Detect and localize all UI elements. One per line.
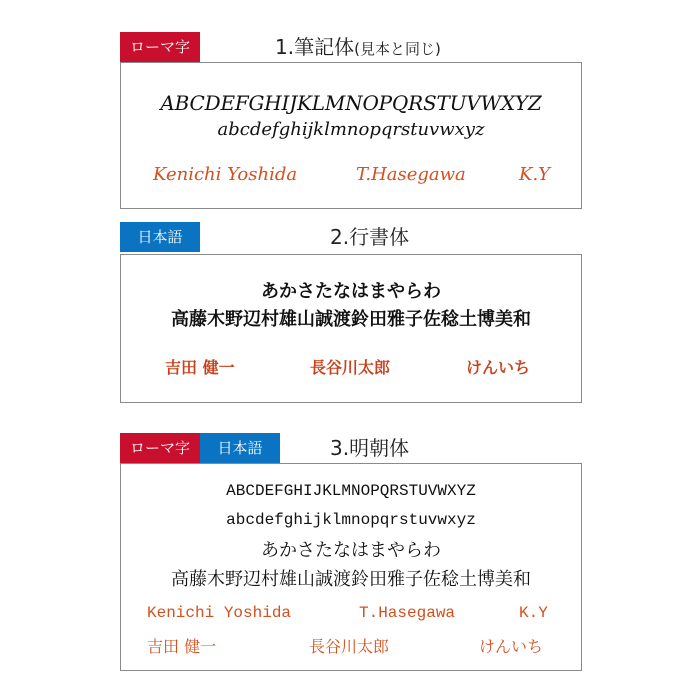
kana-sample: あかさたなはまやらわ [261, 281, 441, 302]
kanji-sample: 高藤木野辺村雄山誠渡鈴田雅子佐稔土博美和 [171, 569, 531, 590]
tag-romaji: ローマ字 [120, 32, 200, 62]
lowercase-sample: abcdefghijklmnopqrstuvwxyz [217, 119, 485, 140]
sample-name-given: けんいち [466, 358, 531, 377]
sample-name-roman-surname: T.Hasegawa [359, 604, 456, 622]
sample-name-initials: K.Y [519, 164, 551, 185]
sample-name-roman-initials: K.Y [519, 604, 548, 622]
section-title: 3.明朝体 [330, 436, 410, 460]
sample-name-roman-full: Kenichi Yoshida [147, 604, 292, 622]
title-note: (見本と同じ) [354, 40, 441, 58]
uppercase-sample: ABCDEFGHIJKLMNOPQRSTUVWXYZ [160, 91, 542, 115]
section-title [275, 32, 441, 62]
sample-name-full: 吉田 健一 [165, 358, 235, 377]
sample-name-surname: 長谷川太郎 [310, 358, 391, 377]
sample-box [120, 463, 582, 671]
sample-name-surname: T.Hasegawa [356, 164, 466, 185]
tag-romaji: ローマ字 [120, 433, 200, 463]
sample-box [120, 62, 582, 209]
sample-box [120, 254, 582, 403]
section-title: 2.行書体 [330, 225, 410, 249]
kana-sample: あかさたなはまやらわ [261, 540, 441, 561]
lowercase-sample: abcdefghijklmnopqrstuvwxyz [226, 511, 476, 529]
title-text: 1.筆記体 [275, 35, 355, 59]
sample-name-full: Kenichi Yoshida [153, 164, 298, 185]
sample-name-jp-surname: 長谷川太郎 [309, 637, 390, 656]
tag-japanese: 日本語 [200, 433, 280, 463]
kanji-sample: 高藤木野辺村雄山誠渡鈴田雅子佐稔土博美和 [171, 309, 531, 330]
sample-name-jp-full: 吉田 健一 [147, 637, 217, 656]
tag-japanese: 日本語 [120, 222, 200, 252]
uppercase-sample: ABCDEFGHIJKLMNOPQRSTUVWXYZ [226, 482, 476, 500]
sample-name-jp-given: けんいち [479, 637, 544, 656]
